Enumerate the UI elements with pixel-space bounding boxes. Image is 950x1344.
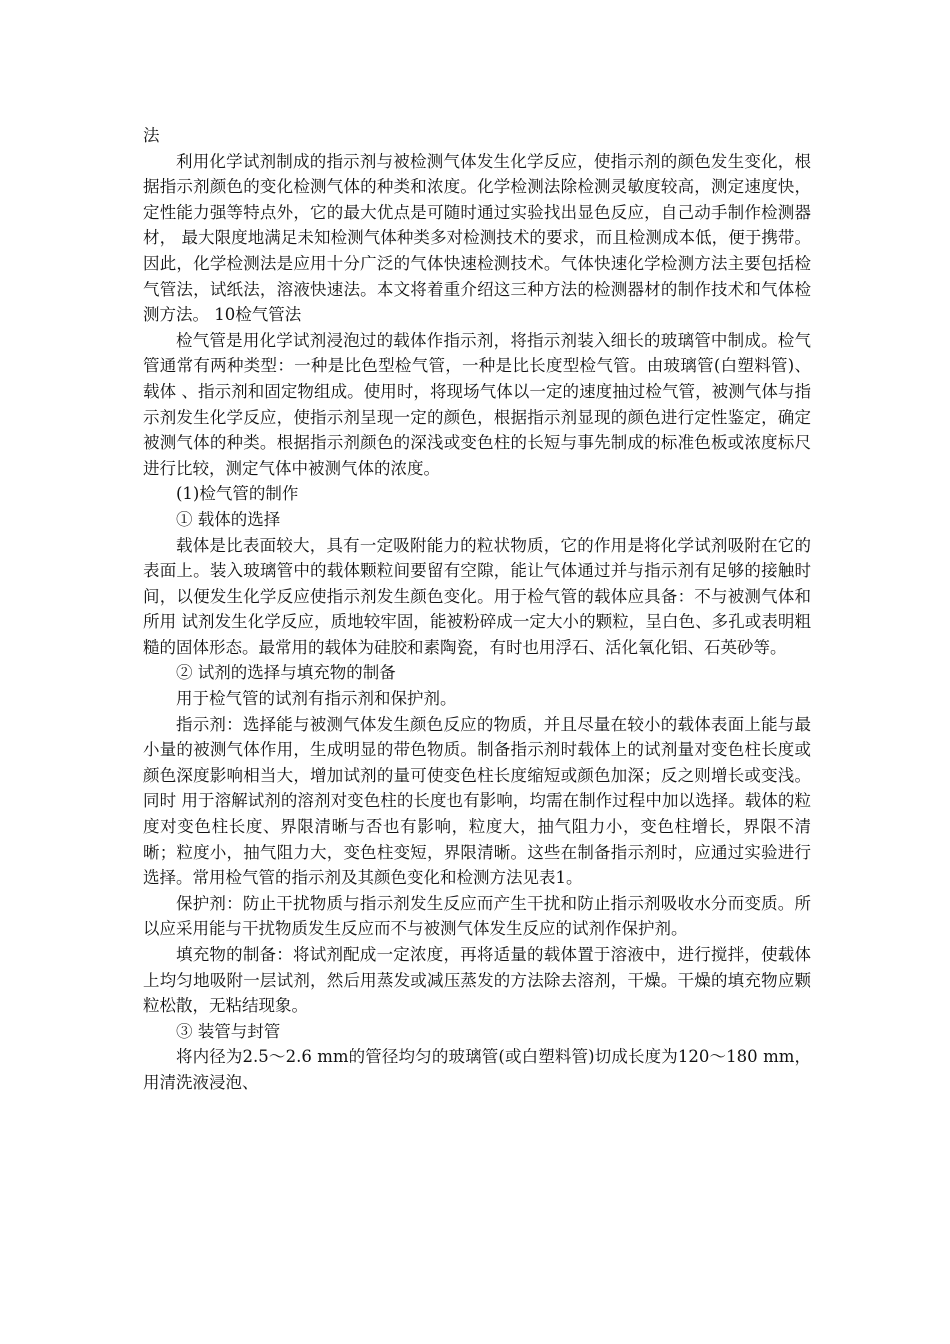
paragraph-indicator: 指示剂：选择能与被测气体发生颜色反应的物质，并且尽量在较小的载体表面上能与最小量的被测气体作用，生成明显的带色物质。制备指示剂时载体上的试剂量对变色柱长度或颜色深度影响相当大，增加试剂的量可使变色柱长度缩短或颜色加深；反之则增长或变浅。同时 用于溶解试剂的溶剂对变色柱的长度也有影响，均需在制作过程中加以选择。载体的粒度对变色柱长度、界限清晰与否也有影响，粒度大，抽气阻力小，变色柱增长，界限不清晰；粒度小，抽气阻力大，变色柱变短，界限清晰。这些在制备指示剂时，应通过实验进行选择。常用检气管的指示剂及其颜色变化和检测方法见表1。: [143, 714, 811, 888]
paragraph-carrier: 载体是比表面较大，具有一定吸附能力的粒状物质，它的作用是将化学试剂吸附在它的表面上。装入玻璃管中的载体颗粒间要留有空隙，能让气体通过并与指示剂有足够的接触时间，以便发生化学反应使指示剂发生颜色变化。用于检气管的载体应具备：不与被测气体和所用 试剂发生化学反应，质地较牢固，能被粉碎成一定大小的颗粒，呈白色、多孔或表明粗糙的固体形态。最常用的载体为硅胶和素陶瓷，有时也用浮石、活化氧化铝、石英砂等。: [143, 535, 811, 657]
paragraph-filler: 填充物的制备：将试剂配成一定浓度，再将适量的载体置于溶液中，进行搅拌，使载体上均匀地吸附一层试剂，然后用蒸发或减压蒸发的方法除去溶剂，干燥。干燥的填充物应颗粒松散，无粘结现象。: [143, 945, 811, 1016]
paragraph-intro: 利用化学试剂制成的指示剂与被检测气体发生化学反应，使指示剂的颜色发生变化，根据指示剂颜色的变化检测气体的种类和浓度。化学检测法除检测灵敏度较高，测定速度快，定性能力强等特点外，它的最大优点是可随时通过实验找出显色反应，自己动手制作检测器材， 最大限度地满足未知检测气体种类多对检测技术的要求，而且检测成本低，便于携带。因此，化学检测法是应用十分广泛的气体快速检测技术。气体快速化学检测方法主要包括检气管法，试纸法，溶液快速法。本文将着重介绍这三种方法的检测器材的制作技术和气体检测方法。 10检气管法: [143, 151, 811, 325]
subsection-heading: ① 载体的选择: [176, 509, 281, 529]
paragraph-fragment: 法: [143, 126, 160, 145]
subsection-heading: ③ 装管与封管: [176, 1021, 281, 1041]
subsection-heading: ② 试剂的选择与填充物的制备: [176, 663, 396, 683]
document-body: [143, 123, 811, 1096]
paragraph-tube-packing: 将内径为2.5～2.6 mm的管径均匀的玻璃管(或白塑料管)切成长度为120～180 mm，用清洗液浸泡、: [143, 1047, 811, 1092]
paragraph-reagents: 用于检气管的试剂有指示剂和保护剂。: [176, 689, 457, 709]
paragraph-protector: 保护剂：防止干扰物质与指示剂发生反应而产生干扰和防止指示剂吸收水分而变质。所以应采用能与干扰物质发生反应而不与被测气体发生反应的试剂作保护剂。: [143, 893, 811, 939]
section-heading: (1)检气管的制作: [176, 484, 299, 504]
paragraph-gas-tube: 检气管是用化学试剂浸泡过的载体作指示剂，将指示剂装入细长的玻璃管中制成。检气管通常有两种类型：一种是比色型检气管，一种是比长度型检气管。由玻璃管(白塑料管)、载体 、指示剂和固定物组成。使用时，将现场气体以一定的速度抽过检气管，被测气体与指示剂发生化学反应，使指示剂呈现一定的颜色，根据指示剂显现的颜色进行定性鉴定，确定被测气体的种类。根据指示剂颜色的深浅或变色柱的长短与事先制成的标准色板或浓度标尺进行比较，测定气体中被测气体的浓度。: [143, 330, 811, 478]
